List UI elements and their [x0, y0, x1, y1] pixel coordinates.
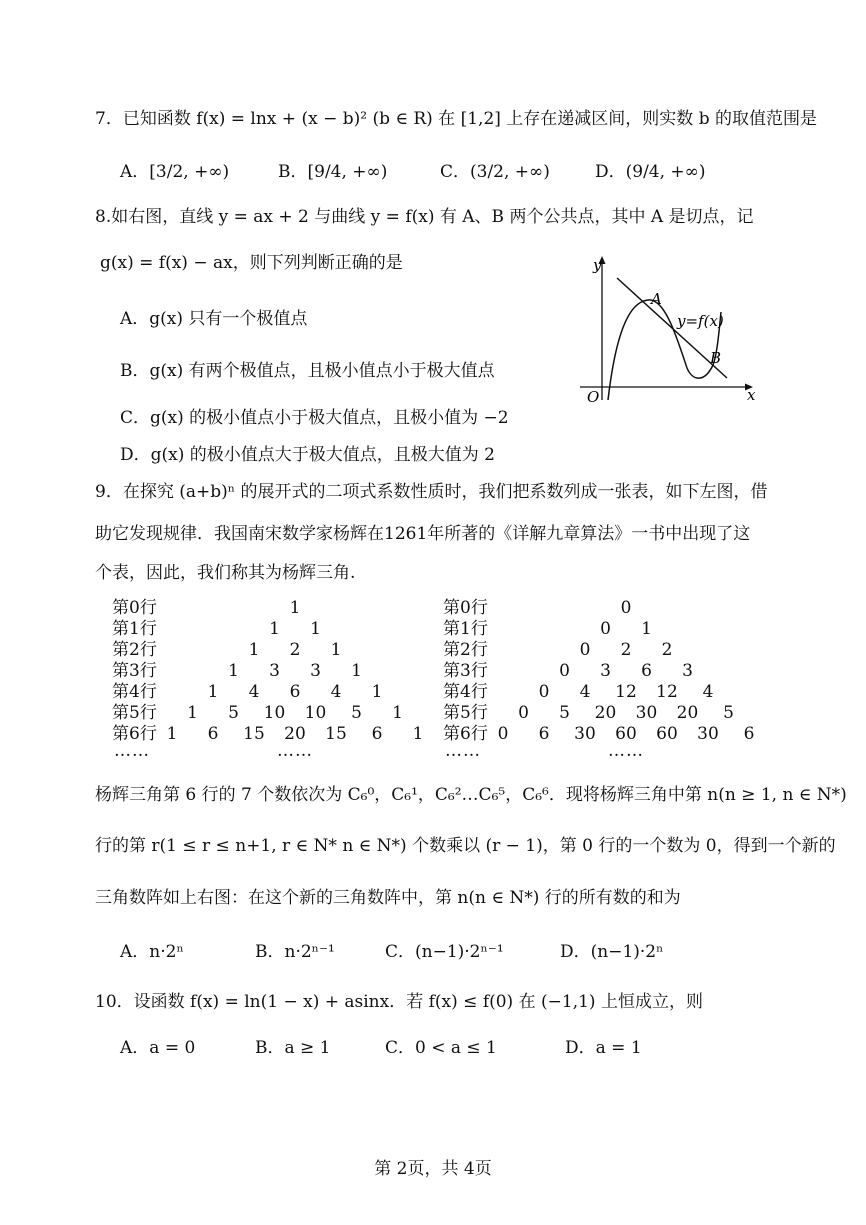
- q8-option-c: C．g(x) 的极小值点小于极大值点，且极小值为 −2: [120, 408, 509, 428]
- left-row-label: 第0行: [112, 598, 157, 618]
- q9-stem-line3: 个表，因此，我们称其为杨辉三角.: [95, 563, 356, 583]
- q7-stem: 7．已知函数 f(x) = lnx + (x − b)² (b ∈ R) 在 [1,2] 上存在递减区间，则实数 b 的取值范围是: [95, 109, 817, 129]
- right-triangle-entry: 0: [600, 619, 611, 639]
- left-triangle-entry: 1: [187, 703, 198, 723]
- q9-after-line3: 三角数阵如上右图：在这个新的三角数阵中，第 n(n ∈ N*) 行的所有数的和为: [95, 888, 681, 908]
- right-row-label: 第3行: [443, 661, 488, 681]
- right-triangle-entry: 3: [682, 661, 693, 681]
- right-triangle-entry: 2: [661, 640, 673, 660]
- right-triangle-entry: 3: [600, 661, 611, 681]
- left-row-label: 第4行: [112, 682, 157, 702]
- left-triangle-entry: 5: [228, 703, 239, 723]
- left-triangle-entry: 1: [166, 724, 178, 744]
- q10-option-d: D．a = 1: [565, 1038, 642, 1058]
- left-triangle-entry: 1: [269, 619, 280, 639]
- right-triangle-entry: 0: [538, 682, 550, 702]
- right-triangle-entry: 60: [615, 724, 637, 744]
- right-triangle-entry: 0: [559, 661, 570, 681]
- q9-option-d: D．(n−1)·2ⁿ: [560, 942, 664, 962]
- left-triangle-entry: 5: [351, 703, 362, 723]
- q7-option-d: D．(9/4, +∞): [595, 162, 706, 182]
- left-triangle-entry: 3: [269, 661, 280, 681]
- left-triangle-entry: 15: [325, 724, 347, 744]
- left-triangle-entry: 1: [412, 724, 424, 744]
- left-row-label: 第5行: [112, 703, 157, 723]
- right-triangle-entry: 4: [702, 682, 714, 702]
- right-triangle-entry: 30: [574, 724, 596, 744]
- left-triangle-entry: 15: [243, 724, 265, 744]
- right-triangle-entry: 0: [579, 640, 591, 660]
- right-triangle-entry: 12: [656, 682, 678, 702]
- right-triangle-entry: 5: [723, 703, 734, 723]
- right-triangle-entry: 0: [497, 724, 509, 744]
- right-triangle-entry: 60: [656, 724, 678, 744]
- right-triangle-entry: 0: [518, 703, 529, 723]
- right-triangle-entry: 6: [538, 724, 550, 744]
- left-triangle-entry: 1: [310, 619, 321, 639]
- q10-option-c: C．0 < a ≤ 1: [385, 1038, 497, 1058]
- graph-y-label: y: [593, 256, 602, 274]
- graph-point-a: A: [651, 290, 662, 308]
- right-triangle-entry: 5: [559, 703, 570, 723]
- left-row-label: 第2行: [112, 640, 157, 660]
- left-triangle-entry: 1: [248, 640, 260, 660]
- right-row-label: 第1行: [443, 619, 488, 639]
- page-footer: 第 2页，共 4页: [374, 1159, 492, 1179]
- right-triangle-entry: 30: [697, 724, 719, 744]
- right-triangle-entry: 6: [641, 661, 652, 681]
- left-triangle-entry: 6: [289, 682, 301, 702]
- left-triangle-entry: 1: [351, 661, 362, 681]
- right-triangle-entry: 30: [635, 703, 658, 723]
- right-row-label: 第4行: [443, 682, 488, 702]
- q8-stem-line2: g(x) = f(x) − ax，则下列判断正确的是: [100, 253, 403, 273]
- right-triangle-entry: 2: [620, 640, 632, 660]
- right-ellipsis: ……: [445, 741, 481, 761]
- q8-graph: [575, 250, 765, 415]
- q7-option-a: A．[3/2, +∞): [120, 162, 230, 182]
- left-ellipsis: ……: [277, 741, 313, 761]
- q10-option-b: B．a ≥ 1: [255, 1038, 331, 1058]
- right-row-label: 第5行: [443, 703, 488, 723]
- right-row-label: 第0行: [443, 598, 488, 618]
- left-row-label: 第1行: [112, 619, 157, 639]
- right-row-label: 第2行: [443, 640, 488, 660]
- right-triangle-entry: 6: [743, 724, 755, 744]
- left-row-label: 第3行: [112, 661, 157, 681]
- left-triangle-entry: 4: [248, 682, 260, 702]
- left-triangle-entry: 6: [371, 724, 383, 744]
- right-triangle-entry: 0: [620, 598, 632, 618]
- right-triangle-entry: 20: [594, 703, 617, 723]
- q7-option-b: B．[9/4, +∞): [278, 162, 388, 182]
- right-triangle-entry: 1: [641, 619, 652, 639]
- left-triangle-entry: 20: [284, 724, 306, 744]
- right-triangle-entry: 12: [615, 682, 637, 702]
- left-triangle-entry: 3: [310, 661, 321, 681]
- right-triangle-entry: 20: [676, 703, 699, 723]
- graph-curve-label: y=f(x): [677, 312, 724, 330]
- q10-stem: 10．设函数 f(x) = ln(1 − x) + asinx．若 f(x) ≤ f(0) 在 (−1,1) 上恒成立，则: [95, 992, 703, 1012]
- left-triangle-entry: 1: [289, 598, 301, 618]
- q9-after-line1: 杨辉三角第 6 行的 7 个数依次为 C₆⁰，C₆¹，C₆²…C₆⁵，C₆⁶．现将杨辉三角中第 n(n ≥ 1, n ∈ N*): [95, 785, 847, 805]
- right-ellipsis: ……: [608, 741, 644, 761]
- left-triangle-entry: 1: [228, 661, 239, 681]
- left-triangle-entry: 10: [304, 703, 327, 723]
- q8-stem-line1: 8.如右图，直线 y = ax + 2 与曲线 y = f(x) 有 A、B 两个公共点，其中 A 是切点，记: [95, 207, 754, 227]
- q9-option-c: C．(n−1)·2ⁿ⁻¹: [385, 942, 504, 962]
- q10-option-a: A．a = 0: [120, 1038, 196, 1058]
- q8-option-a: A．g(x) 只有一个极值点: [120, 309, 308, 329]
- q8-option-d: D．g(x) 的极小值点大于极大值点，且极大值为 2: [120, 445, 495, 465]
- q9-stem-line2: 助它发现规律．我国南宋数学家杨辉在1261年所著的《详解九章算法》一书中出现了这: [95, 524, 751, 544]
- q9-after-line2: 行的第 r(1 ≤ r ≤ n+1, r ∈ N* n ∈ N*) 个数乘以 (r − 1)，第 0 行的一个数为 0，得到一个新的: [95, 836, 836, 856]
- right-row-label: 第6行: [443, 724, 488, 744]
- q7-option-c: C．(3/2, +∞): [440, 162, 550, 182]
- left-triangle-entry: 1: [207, 682, 219, 702]
- left-ellipsis: ……: [114, 741, 150, 761]
- q8-option-b: B．g(x) 有两个极值点，且极小值点小于极大值点: [120, 361, 495, 381]
- q9-option-b: B．n·2ⁿ⁻¹: [255, 942, 335, 962]
- left-triangle-entry: 6: [207, 724, 219, 744]
- graph-point-b: B: [710, 349, 722, 367]
- left-triangle-entry: 2: [289, 640, 301, 660]
- left-triangle-entry: 1: [392, 703, 403, 723]
- left-row-label: 第6行: [112, 724, 157, 744]
- graph-x-label: x: [747, 386, 756, 404]
- right-triangle-entry: 4: [579, 682, 591, 702]
- q9-option-a: A．n·2ⁿ: [120, 942, 184, 962]
- left-triangle-entry: 1: [371, 682, 383, 702]
- left-triangle-entry: 4: [330, 682, 342, 702]
- q9-stem-line1: 9．在探究 (a+b)ⁿ 的展开式的二项式系数性质时，我们把系数列成一张表，如下左图，借: [95, 482, 768, 502]
- left-triangle-entry: 1: [330, 640, 342, 660]
- left-triangle-entry: 10: [263, 703, 286, 723]
- graph-origin-label: O: [587, 388, 600, 406]
